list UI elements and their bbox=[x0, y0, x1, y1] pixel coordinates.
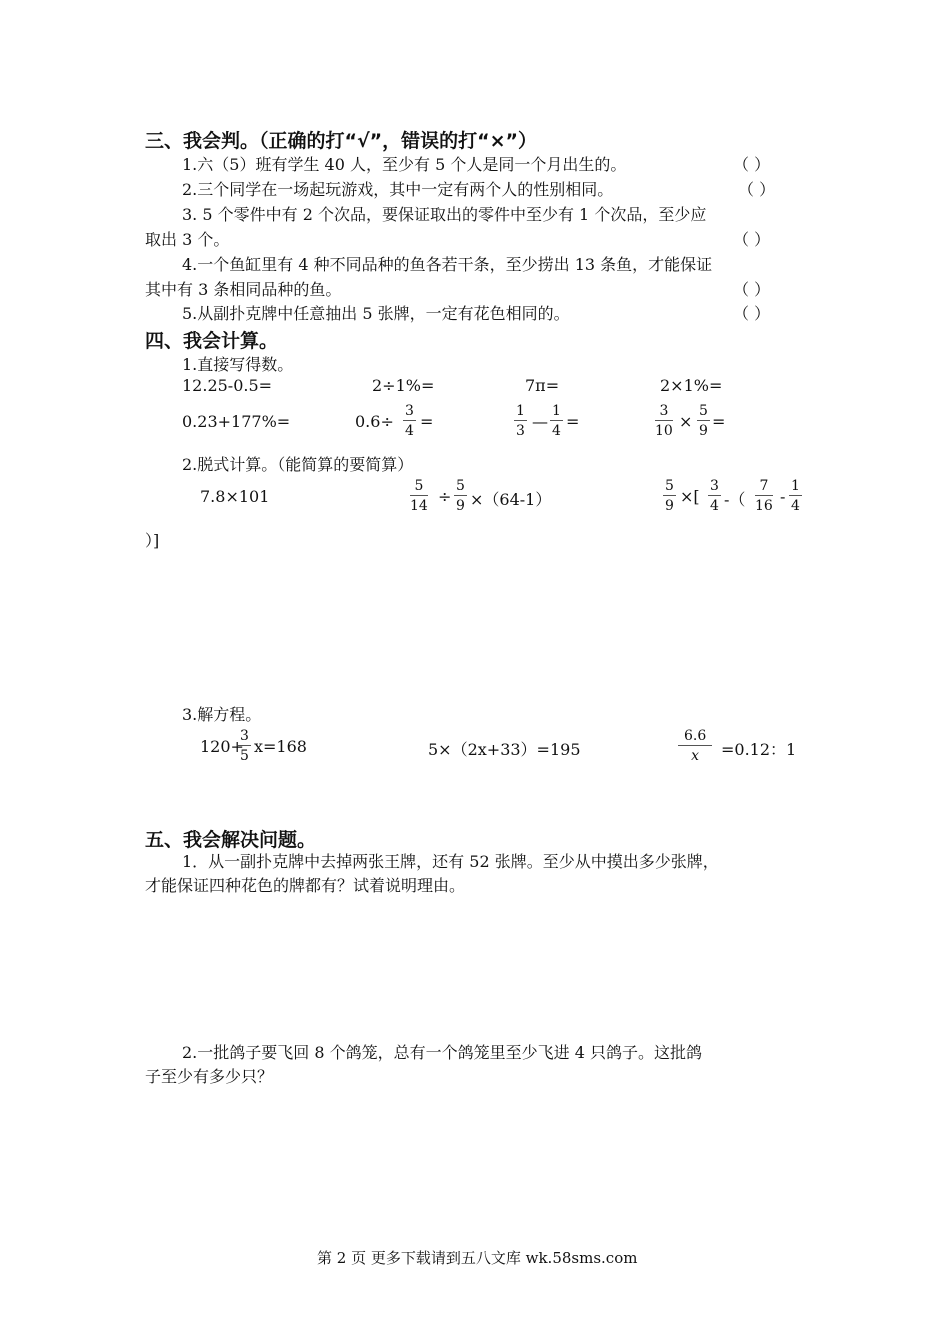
direct-calc-3: 7π= bbox=[525, 376, 560, 395]
fraction-7-16 bbox=[755, 478, 773, 514]
problem-2-line2: 子至少有多少只？ bbox=[145, 1067, 274, 1086]
minus-sign: - bbox=[780, 487, 786, 506]
judge-item-4-line2: 其中有 3 条相同品种的鱼。 bbox=[145, 280, 342, 299]
fraction-denominator: 3 bbox=[516, 423, 525, 439]
problem-1-line2: 才能保证四种花色的牌都有？试着说明理由。 bbox=[145, 876, 466, 895]
direct-calc-5: 0.23+177%= bbox=[182, 412, 291, 431]
equals-sign: = bbox=[420, 412, 434, 431]
judge-bracket-1[interactable]: （ ） bbox=[733, 155, 771, 174]
stepwise-calc-2-tail: ×（64-1） bbox=[470, 490, 552, 509]
fraction-numerator: 5 bbox=[665, 478, 674, 494]
fraction-numerator: 1 bbox=[516, 403, 525, 419]
fraction-denominator: 10 bbox=[655, 423, 673, 439]
direct-calc-2: 2÷1%= bbox=[372, 376, 435, 395]
fraction-denominator: 9 bbox=[665, 498, 674, 514]
fraction-1-4 bbox=[789, 478, 802, 514]
judge-bracket-2[interactable]: （ ） bbox=[738, 180, 776, 199]
fraction-5-9 bbox=[663, 478, 676, 514]
problem-2-line1: 2.一批鸽子要飞回 8 个鸽笼，总有一个鸽笼里至少飞进 4 只鸽子。这批鸽 bbox=[182, 1043, 702, 1062]
fraction-numerator: 3 bbox=[655, 403, 673, 421]
page-footer: 第 2 页 更多下载请到五八文库 wk.58sms.com bbox=[317, 1249, 638, 1267]
fraction-denominator: x bbox=[691, 748, 700, 764]
divide-sign: ÷ bbox=[438, 487, 452, 506]
fraction-numerator: 3 bbox=[240, 728, 249, 744]
stepwise-calc-title: 2.脱式计算。（能简算的要简算） bbox=[182, 455, 414, 474]
fraction-denominator: 4 bbox=[405, 423, 414, 439]
fraction-denominator: 14 bbox=[410, 498, 428, 514]
fraction-1-3 bbox=[514, 403, 527, 439]
judge-item-3-line1: 3. 5 个零件中有 2 个次品，要保证取出的零件中至少有 1 个次品，至少应 bbox=[182, 205, 707, 224]
fraction-3-10 bbox=[655, 403, 673, 439]
stepwise-calc-3-tail: ）] bbox=[145, 531, 160, 550]
equals-sign: = bbox=[712, 412, 726, 431]
problem-1-line1: 1．从一副扑克牌中去掉两张王牌，还有 52 张牌。至少从中摸出多少张牌， bbox=[182, 852, 719, 871]
judge-item-1: 1.六（5）班有学生 40 人，至少有 5 个人是同一个月出生的。 bbox=[182, 155, 627, 174]
fraction-numerator: 5 bbox=[699, 403, 708, 419]
equation-1-pre: 120+ bbox=[200, 737, 244, 756]
fraction-1-4 bbox=[550, 403, 563, 439]
equation-1-post: x=168 bbox=[254, 737, 307, 756]
stepwise-calc-1: 7.8×101 bbox=[200, 487, 270, 506]
fraction-numerator: 3 bbox=[710, 478, 719, 494]
fraction-3-5 bbox=[238, 728, 251, 764]
section5-heading: 五、我会解决问题。 bbox=[145, 829, 317, 851]
fraction-denominator: 4 bbox=[791, 498, 800, 514]
judge-item-5: 5.从副扑克牌中任意抽出 5 张牌，一定有花色相同的。 bbox=[182, 304, 570, 323]
fraction-numerator: 3 bbox=[405, 403, 414, 419]
fraction-5-9 bbox=[454, 478, 467, 514]
fraction-denominator: 9 bbox=[699, 423, 708, 439]
equation-3-post: =0.12：1 bbox=[721, 740, 797, 759]
times-sign: × bbox=[679, 412, 693, 431]
fraction-numerator: 1 bbox=[791, 478, 800, 494]
fraction-denominator: 4 bbox=[710, 498, 719, 514]
fraction-denominator: 4 bbox=[552, 423, 561, 439]
fraction-numerator: 7 bbox=[755, 478, 773, 496]
direct-answer-title: 1.直接写得数。 bbox=[182, 355, 294, 374]
fraction-denominator: 16 bbox=[755, 498, 773, 514]
section3-heading: 三、我会判。（正确的打“√”，错误的打“×”） bbox=[145, 130, 538, 152]
equation-2: 5×（2x+33）=195 bbox=[428, 740, 581, 759]
minus-sign: — bbox=[532, 412, 548, 431]
equals-sign: = bbox=[566, 412, 580, 431]
section4-heading: 四、我会计算。 bbox=[145, 330, 279, 352]
fraction-numerator: 5 bbox=[456, 478, 465, 494]
times-bracket: ×[ bbox=[680, 487, 700, 506]
fraction-6.6-x bbox=[678, 728, 712, 764]
fraction-denominator: 9 bbox=[456, 498, 465, 514]
judge-bracket-4[interactable]: （ ） bbox=[733, 280, 771, 299]
minus-paren: -（ bbox=[724, 490, 746, 509]
fraction-5-14 bbox=[410, 478, 428, 514]
equation-title: 3.解方程。 bbox=[182, 705, 262, 724]
fraction-numerator: 5 bbox=[410, 478, 428, 496]
fraction-3-4 bbox=[403, 403, 416, 439]
judge-bracket-3[interactable]: （ ） bbox=[733, 230, 771, 249]
fraction-numerator: 1 bbox=[552, 403, 561, 419]
fraction-5-9 bbox=[697, 403, 710, 439]
judge-item-3-line2: 取出 3 个。 bbox=[145, 230, 230, 249]
judge-item-4-line1: 4.一个鱼缸里有 4 种不同品种的鱼各若干条，至少捞出 13 条鱼，才能保证 bbox=[182, 255, 713, 274]
judge-item-2: 2.三个同学在一场起玩游戏，其中一定有两个人的性别相同。 bbox=[182, 180, 614, 199]
fraction-numerator: 6.6 bbox=[678, 728, 712, 746]
fraction-3-4 bbox=[708, 478, 721, 514]
direct-calc-4: 2×1%= bbox=[660, 376, 723, 395]
direct-calc-1: 12.25-0.5= bbox=[182, 376, 273, 395]
direct-calc-6-pre: 0.6÷ bbox=[355, 412, 394, 431]
fraction-denominator: 5 bbox=[240, 748, 249, 764]
judge-bracket-5[interactable]: （ ） bbox=[733, 304, 771, 323]
